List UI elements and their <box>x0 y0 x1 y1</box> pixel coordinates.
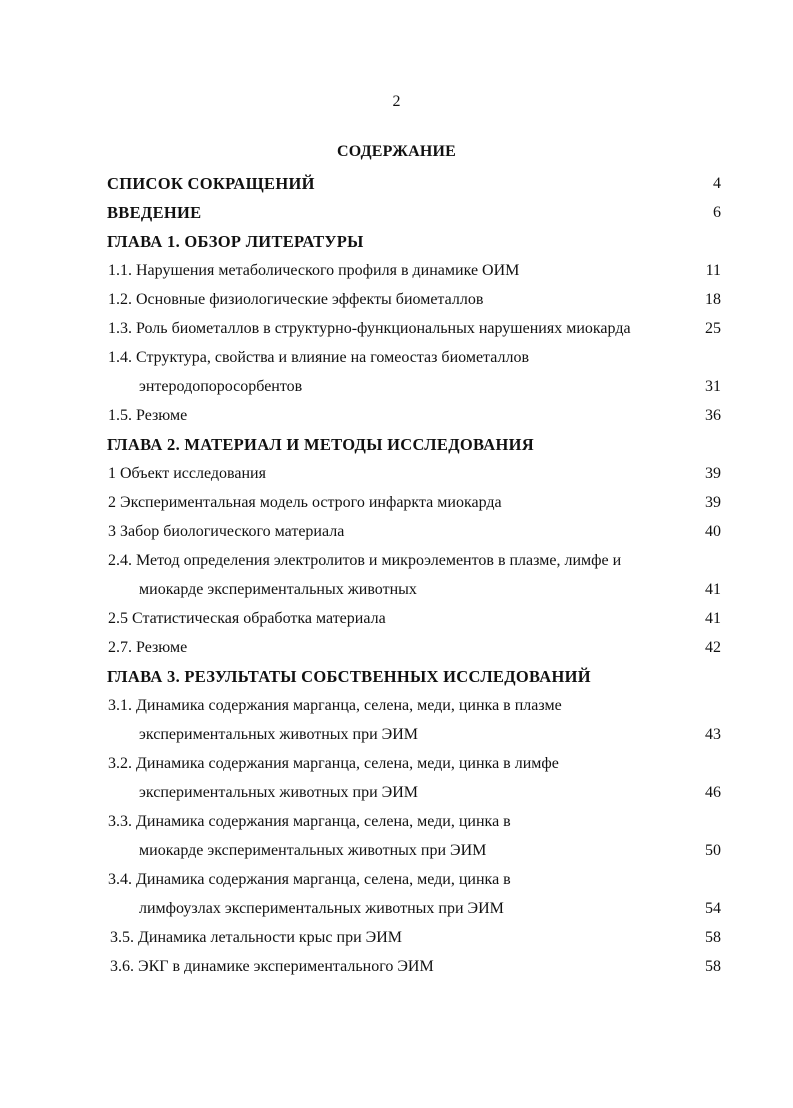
toc-entry-title: экспериментальных животных при ЭИМ <box>139 726 419 743</box>
toc-entry-title: 3.1. Динамика содержания марганца, селена, меди, цинка в плазме <box>108 697 562 714</box>
toc-entry[interactable] <box>107 749 727 778</box>
toc-entry-page: 4 <box>713 175 721 192</box>
toc-entry[interactable] <box>107 778 727 807</box>
toc-entry[interactable] <box>107 807 727 836</box>
toc-entry[interactable] <box>107 285 727 314</box>
toc-entry-title: 3 Забор биологического материала <box>108 523 345 540</box>
toc-entry-page: 25 <box>705 320 721 337</box>
toc-entry-title: лимфоузлах экспериментальных животных при ЭИМ <box>139 900 504 917</box>
toc-entry[interactable] <box>107 343 727 372</box>
toc-entry[interactable] <box>107 488 727 517</box>
toc-entry[interactable] <box>107 662 727 691</box>
toc-entry-page: 40 <box>705 523 721 540</box>
toc-entry-page: 58 <box>705 929 721 946</box>
toc-entry-page: 46 <box>705 784 721 801</box>
toc-entry[interactable] <box>107 372 727 401</box>
toc-entry[interactable] <box>107 314 727 343</box>
toc-entry-title: 2.7. Резюме <box>108 639 188 656</box>
toc-entry-page: 50 <box>705 842 721 859</box>
toc-entry-title: 1.3. Роль биометаллов в структурно-функциональных нарушениях миокарда <box>108 320 631 337</box>
toc-entry[interactable] <box>107 517 727 546</box>
page-title: СОДЕРЖАНИЕ <box>336 143 457 160</box>
toc-entry-title: 1.2. Основные физиологические эффекты биометаллов <box>108 291 484 308</box>
toc-entry-title: 3.6. ЭКГ в динамике экспериментального ЭИМ <box>110 958 434 975</box>
toc-entry-page: 36 <box>705 407 721 424</box>
toc-entry-title: 3.3. Динамика содержания марганца, селена, меди, цинка в <box>108 813 511 830</box>
toc-entry[interactable] <box>107 633 727 662</box>
toc-entry[interactable] <box>107 865 727 894</box>
toc-entry[interactable] <box>107 952 727 981</box>
toc-entry-title: 1 Объект исследования <box>108 465 266 482</box>
toc-entry[interactable] <box>107 604 727 633</box>
toc-entry-title: ВВЕДЕНИЕ <box>107 203 202 222</box>
toc-entry-page: 43 <box>705 726 721 743</box>
toc-entry[interactable] <box>107 401 727 430</box>
toc-entry-page: 11 <box>705 262 721 279</box>
toc-entry[interactable] <box>107 198 727 227</box>
toc-entry[interactable] <box>107 836 727 865</box>
toc-entry[interactable] <box>107 894 727 923</box>
toc-entry-page: 6 <box>713 204 721 221</box>
toc-entry[interactable] <box>107 575 727 604</box>
toc-entry-title: ГЛАВА 3. РЕЗУЛЬТАТЫ СОБСТВЕННЫХ ИССЛЕДОВАНИЙ <box>107 667 591 686</box>
toc-entry-title: 2 Экспериментальная модель острого инфаркта миокарда <box>108 494 502 511</box>
toc-entry[interactable] <box>107 720 727 749</box>
toc-entry[interactable] <box>107 459 727 488</box>
toc-entry-title: СПИСОК СОКРАЩЕНИЙ <box>107 174 315 193</box>
toc-entry[interactable] <box>107 430 727 459</box>
toc-entry-page: 42 <box>705 639 721 656</box>
toc-entry-title: энтеродопоросорбентов <box>139 378 303 395</box>
toc-entry[interactable] <box>107 691 727 720</box>
toc-entry-page: 18 <box>705 291 721 308</box>
toc-entry[interactable] <box>107 256 727 285</box>
toc-entry-title: ГЛАВА 2. МАТЕРИАЛ И МЕТОДЫ ИССЛЕДОВАНИЯ <box>107 435 534 454</box>
toc-entry[interactable] <box>107 169 727 198</box>
toc-entry-title: экспериментальных животных при ЭИМ <box>139 784 419 801</box>
toc-entry-title: 1.1. Нарушения метаболического профиля в динамике ОИМ <box>108 262 520 279</box>
toc-entry-title: 3.5. Динамика летальности крыс при ЭИМ <box>110 929 402 946</box>
toc-entry-page: 39 <box>705 494 721 511</box>
toc-entry-title: ГЛАВА 1. ОБЗОР ЛИТЕРАТУРЫ <box>107 232 364 251</box>
toc-entry-title: 2.5 Статистическая обработка материала <box>108 610 386 627</box>
toc-entry[interactable] <box>107 923 727 952</box>
toc-entry-page: 54 <box>705 900 721 917</box>
toc-entry-title: 1.4. Структура, свойства и влияние на гомеостаз биометаллов <box>108 349 530 366</box>
toc-entry-title: 1.5. Резюме <box>108 407 188 424</box>
toc-entry-title: 2.4. Метод определения электролитов и микроэлементов в плазме, лимфе и <box>108 552 622 569</box>
toc-entry-title: миокарде экспериментальных животных <box>139 581 417 598</box>
toc-entry[interactable] <box>107 227 727 256</box>
page-number: 2 <box>392 93 401 110</box>
toc-entry-title: миокарде экспериментальных животных при ЭИМ <box>139 842 487 859</box>
toc-entry-page: 41 <box>705 610 721 627</box>
toc-entry-page: 31 <box>705 378 721 395</box>
toc-entry-title: 3.2. Динамика содержания марганца, селена, меди, цинка в лимфе <box>108 755 559 772</box>
table-of-contents <box>107 169 727 981</box>
toc-entry-page: 41 <box>705 581 721 598</box>
toc-entry-page: 58 <box>705 958 721 975</box>
toc-entry-page: 39 <box>705 465 721 482</box>
toc-entry[interactable] <box>107 546 727 575</box>
toc-entry-title: 3.4. Динамика содержания марганца, селена, меди, цинка в <box>108 871 511 888</box>
